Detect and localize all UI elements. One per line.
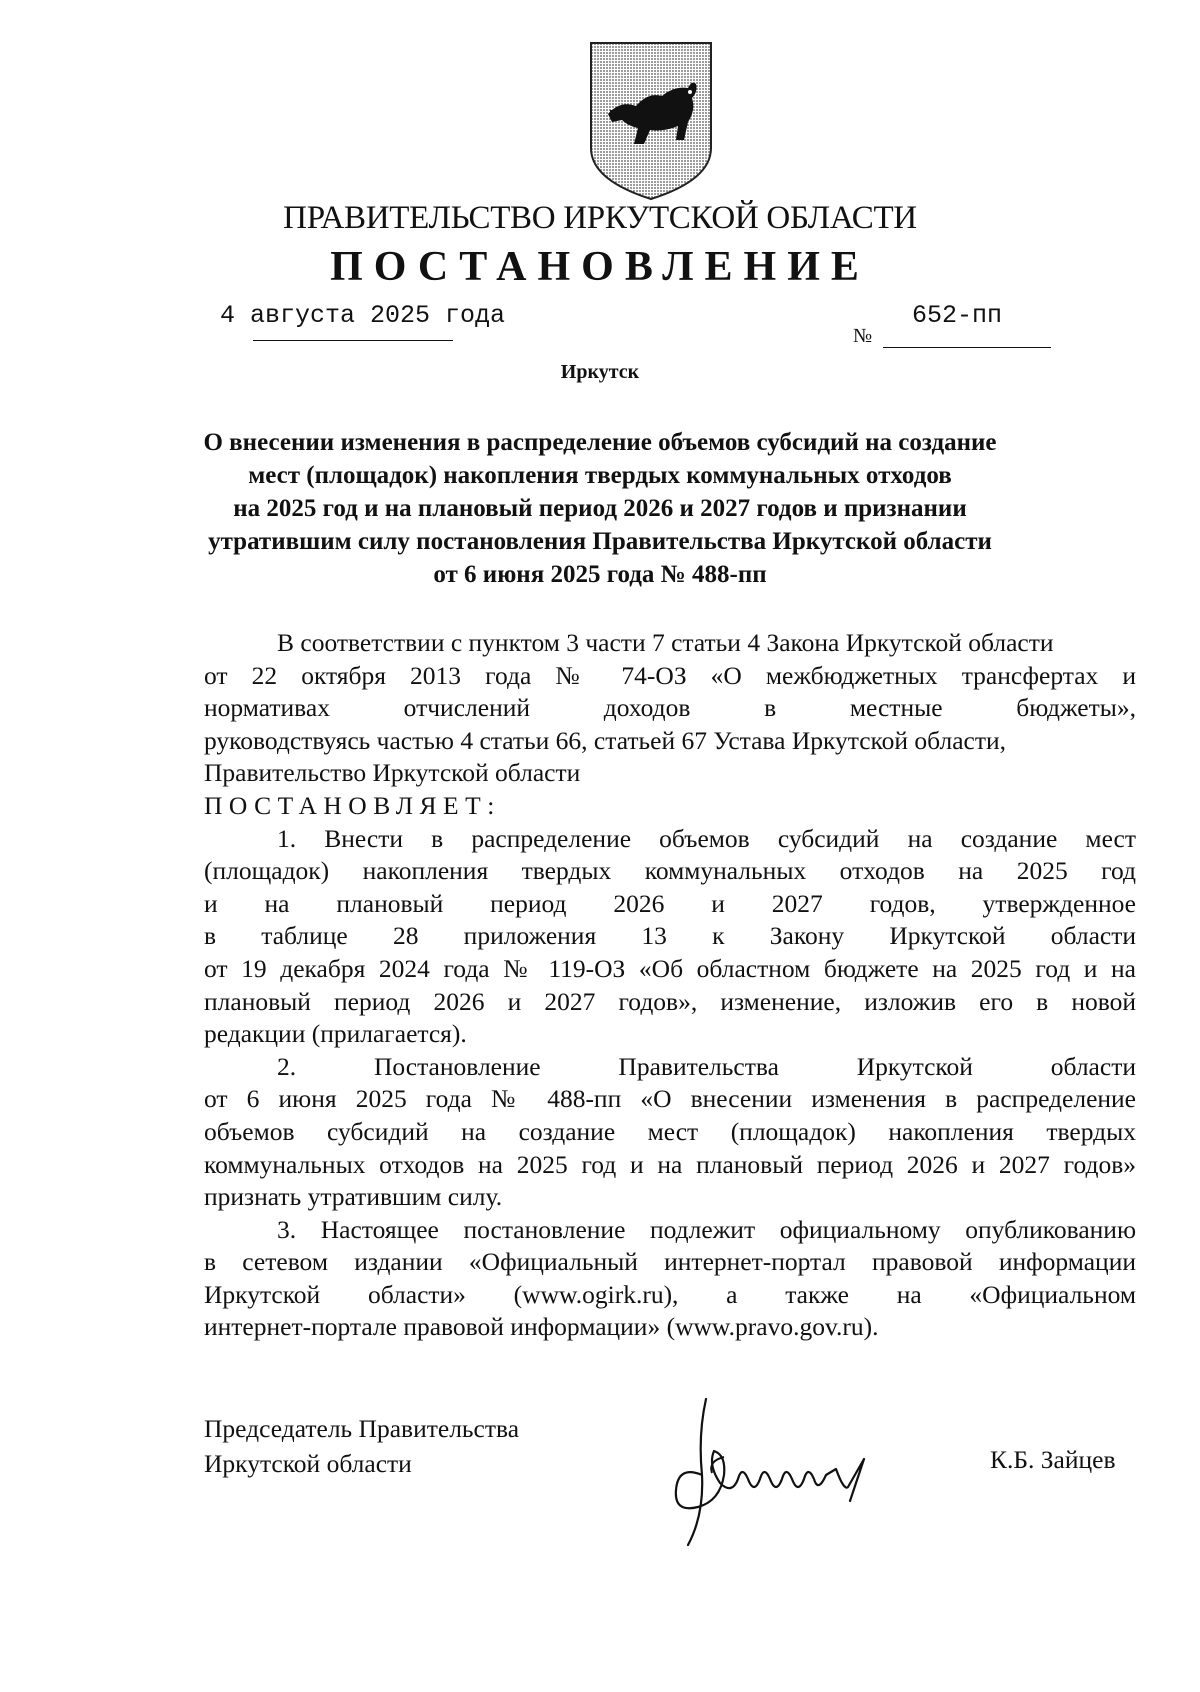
handwritten-signature-icon — [668, 1395, 928, 1555]
preamble-line: В соответствии с пунктом 3 части 7 статьи 4 Закона Иркутской области — [277, 628, 1054, 657]
item-line: от 19 декабря 2024 года № 119-ОЗ «Об областном бюджете на 2025 год и на — [204, 953, 1136, 983]
title-line: на 2025 год и на плановый период 2026 и 2027 годов и признании — [233, 495, 967, 522]
item-line: в таблице 28 приложения 13 к Закону Иркутской области — [204, 921, 1136, 951]
document-type: ПОСТАНОВЛЕНИЕ — [330, 244, 870, 290]
date-underline — [253, 340, 453, 341]
document-body — [204, 627, 1136, 1344]
title-line: мест (площадок) накопления твердых коммунальных отходов — [248, 462, 952, 489]
item-line: интернет-портале правовой информации» (www.pravo.gov.ru). — [204, 1312, 879, 1342]
item-line: редакции (прилагается). — [204, 1019, 467, 1049]
title-line: О внесении изменения в распределение объемов субсидий на создание — [203, 429, 997, 456]
number-underline — [883, 347, 1051, 348]
position-line: Иркутской области — [204, 1449, 412, 1478]
item-line: (площадок) накопления твердых коммунальных отходов на 2025 год — [204, 856, 1136, 886]
title-line: от 6 июня 2025 года № 488-пп — [433, 561, 767, 588]
item-line: 2. Постановление Правительства Иркутской области — [277, 1051, 1136, 1081]
item-line: плановый период 2026 и 2027 годов», изменение, изложив его в новой — [204, 986, 1136, 1016]
preamble — [204, 627, 1136, 823]
document-title — [150, 426, 1050, 591]
item-line: 1. Внести в распределение объемов субсидий на создание мест — [277, 823, 1136, 853]
item-line: Иркутской области» (www.ogirk.ru), а также на «Официальном — [204, 1279, 1136, 1309]
preamble-line: от 22 октября 2013 года № 74-ОЗ «О межбюджетных трансфертах и — [204, 660, 1136, 690]
item-3 — [204, 1214, 1136, 1344]
item-line: 3. Настоящее постановление подлежит официальному опубликованию — [277, 1214, 1136, 1244]
coat-of-arms-icon — [588, 40, 714, 202]
item-line: от 6 июня 2025 года № 488-пп «О внесении изменения в распределение — [204, 1084, 1136, 1114]
resolves-heading: ПОСТАНОВЛЯЕТ: — [204, 790, 501, 820]
title-line: утратившим силу постановления Правительства Иркутской области — [208, 528, 992, 555]
preamble-line: нормативах отчислений доходов в местные бюджеты», — [204, 693, 1136, 723]
item-line: и на плановый период 2026 и 2027 годов, утвержденное — [204, 888, 1136, 918]
government-name: ПРАВИТЕЛЬСТВО ИРКУТСКОЙ ОБЛАСТИ — [283, 200, 917, 236]
document-number: 652-пп — [912, 301, 1003, 330]
city-name: Иркутск — [560, 361, 640, 383]
signatory-name: К.Б. Зайцев — [990, 1445, 1116, 1474]
item-line: коммунальных отходов на 2025 год и на плановый период 2026 и 2027 годов» — [204, 1149, 1136, 1179]
preamble-line: Правительство Иркутской области — [204, 758, 581, 788]
document-date: 4 августа 2025 года — [220, 301, 506, 330]
item-line: признать утратившим силу. — [204, 1182, 503, 1212]
item-2 — [204, 1051, 1136, 1214]
signatory-position — [204, 1411, 519, 1481]
item-1 — [204, 823, 1136, 1051]
preamble-line: руководствуясь частью 4 статьи 66, статьей 67 Устава Иркутской области, — [204, 725, 1007, 755]
item-line: объемов субсидий на создание мест (площадок) накопления твердых — [204, 1116, 1136, 1146]
position-line: Председатель Правительства — [204, 1414, 520, 1443]
number-sign: № — [853, 325, 873, 347]
item-line: в сетевом издании «Официальный интернет-портал правовой информации — [204, 1247, 1136, 1277]
